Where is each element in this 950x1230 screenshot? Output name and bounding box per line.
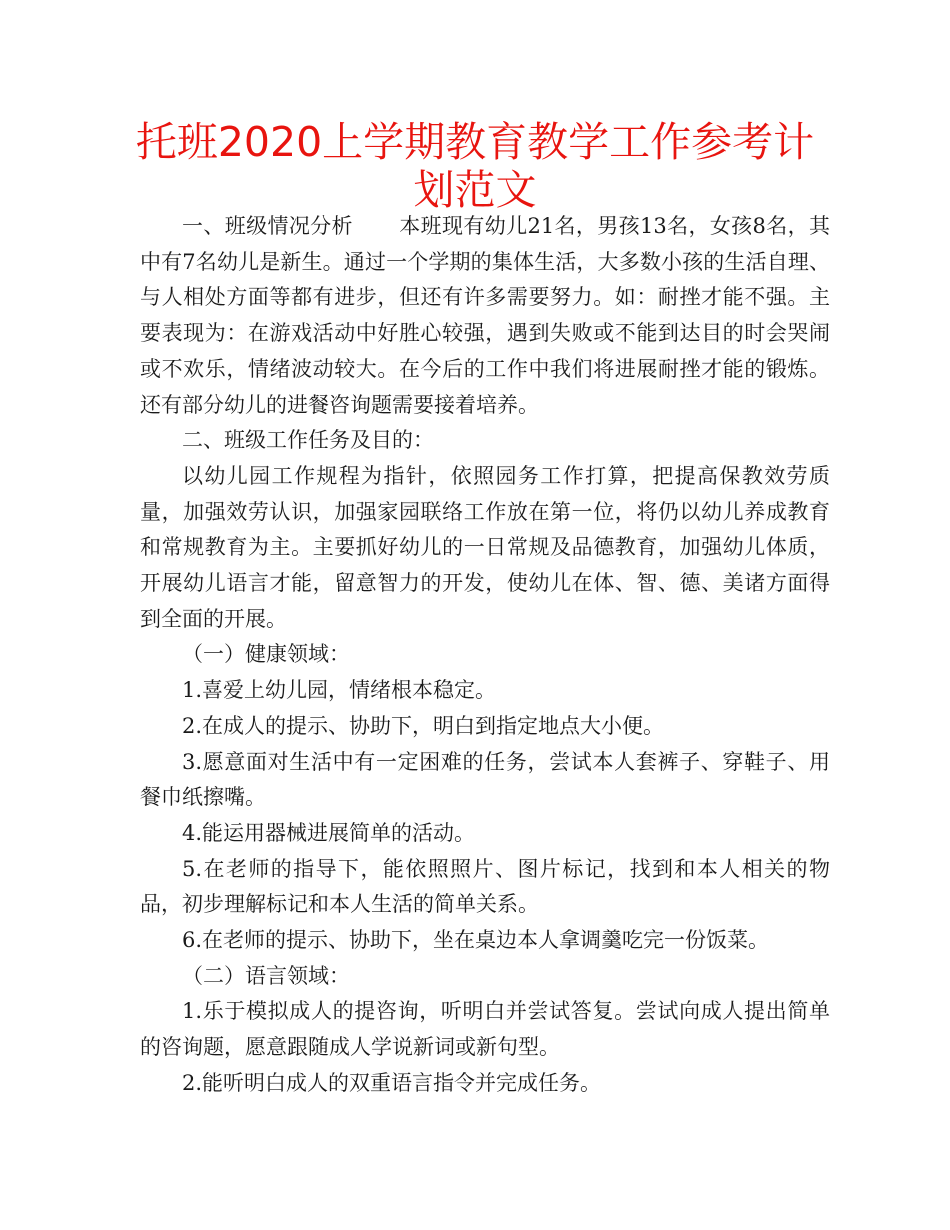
section-heading: 二、班级工作任务及目的： — [182, 428, 434, 453]
list-item: 4.能运用器械进展简单的活动。 — [182, 820, 476, 845]
section-heading: 一、班级情况分析 — [182, 214, 353, 238]
paragraph-class-analysis — [140, 209, 830, 423]
section-heading: （二）语言领域： — [182, 963, 350, 988]
list-item: 6.在老师的提示、协助下，坐在桌边本人拿调羹吃完一份饭菜。 — [182, 928, 770, 953]
document-body — [140, 209, 830, 1102]
section-heading: （一）健康领域： — [182, 642, 350, 667]
paragraph-text: 本班现有幼儿21名，男孩13名，女孩8名，其中有7名幼儿是新生。通过一个学期的集体生活，大多数小孩的生活自理、与人相处方面等都有进步，但还有许多需要努力。如：耐挫才能不强。主要表现为：在游戏活动中好胜心较强，遇到失败或不能到达目的时会哭闹或不欢乐，情绪波动较大。在今后的工作中我们将进展耐挫才能的锻炼。还有部分幼儿的进餐咨询题需要接着培养。 — [140, 214, 831, 417]
list-item: 2.能听明白成人的双重语言指令并完成任务。 — [182, 1070, 602, 1095]
document-title: 托班2020上学期教育教学工作参考计划范文 — [135, 118, 815, 214]
list-item: 2.在成人的提示、协助下，明白到指定地点大小便。 — [182, 713, 665, 738]
list-item: 3.愿意面对生活中有一定困难的任务，尝试本人套裤子、穿鞋子、用餐巾纸擦嘴。 — [140, 749, 830, 810]
list-item: 5.在老师的指导下，能依照照片、图片标记，找到和本人相关的物品，初步理解标记和本人生活的简单关系。 — [140, 856, 830, 917]
paragraph-text: 以幼儿园工作规程为指针，依照园务工作打算，把提高保教效劳质量，加强效劳认识，加强家园联络工作放在第一位，将仍以幼儿养成教育和常规教育为主。主要抓好幼儿的一日常规及品德教育，加强幼儿体质，开展幼儿语言才能，留意智力的开发，使幼儿在体、智、德、美诸方面得到全面的开展。 — [140, 463, 830, 631]
list-item: 1.喜爱上幼儿园，情绪根本稳定。 — [182, 678, 497, 703]
list-item: 1.乐于模拟成人的提咨询，听明白并尝试答复。尝试向成人提出简单的咨询题，愿意跟随成人学说新词或新句型。 — [140, 999, 830, 1060]
